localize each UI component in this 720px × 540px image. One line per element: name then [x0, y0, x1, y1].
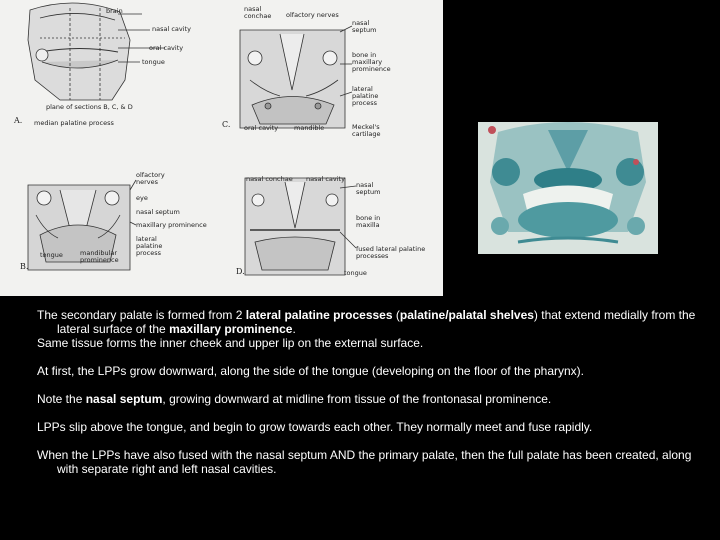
- diagram-figure: [0, 0, 443, 296]
- label-oral-cavity-c: oral cavity: [244, 124, 279, 132]
- label-tongue-b: tongue: [40, 251, 63, 259]
- label-tongue-d: tongue: [344, 269, 367, 277]
- label-nasal-conchae-d: nasal conchae: [246, 175, 293, 183]
- label-plane-of-sections: plane of sections B, C, & D: [46, 103, 133, 111]
- label-meckels-cartilage: Meckel's cartilage: [352, 123, 381, 138]
- label-nasal-cavity: nasal cavity: [152, 25, 191, 33]
- label-lateral-palatine-process-b: lateral palatine process: [136, 235, 163, 257]
- histology-image: [478, 122, 658, 254]
- paragraph-same-tissue: Same tissue forms the inner cheek and upper lip on the external surface.: [37, 336, 424, 350]
- label-olfactory-nerves-c: olfactory nerves: [286, 11, 339, 19]
- panel-letter-c: C.: [222, 120, 231, 129]
- label-bone-in-maxillary-prominence: bone in maxillary prominence: [352, 51, 391, 73]
- histology-photo: [478, 122, 658, 254]
- paragraph-secondary-palate: The secondary palate is formed from 2 lateral palatine processes (palatine/palatal shelves) that extend medially from the lateral surface of the maxillary prominence.: [37, 308, 696, 336]
- label-nasal-conchae-c: nasal conchae: [244, 5, 272, 20]
- label-eye: eye: [136, 194, 148, 202]
- label-nasal-septum-c: nasal septum: [352, 19, 377, 34]
- term-lateral-palatine-processes: lateral palatine processes: [245, 308, 393, 322]
- term-maxillary-prominence: maxillary prominence: [169, 322, 293, 336]
- label-lateral-palatine-process-c: lateral palatine process: [352, 85, 379, 107]
- label-mandible: mandible: [294, 124, 325, 132]
- term-nasal-septum: nasal septum: [85, 392, 163, 406]
- panel-letter-b: B.: [20, 262, 29, 271]
- label-oral-cavity: oral cavity: [149, 44, 184, 52]
- panel-letter-d: D.: [236, 267, 245, 276]
- label-brain: brain: [106, 7, 123, 15]
- label-mandibular-prominence: mandibular prominence: [80, 249, 119, 264]
- term-palatine-shelves: palatine/palatal shelves: [399, 308, 534, 322]
- label-maxillary-prominence: maxillary prominence: [136, 221, 207, 229]
- label-fused-lateral-palatine-processes: fused lateral palatine processes: [356, 245, 426, 260]
- panel-letter-a: A.: [14, 116, 23, 125]
- label-tongue: tongue: [142, 58, 165, 66]
- label-olfactory-nerves-b: olfactory nerves: [136, 171, 165, 186]
- label-nasal-cavity-d: nasal cavity: [306, 175, 345, 183]
- label-nasal-septum-b: nasal septum: [136, 208, 180, 216]
- paragraph-nasal-septum: Note the nasal septum, growing downward at midline from tissue of the frontonasal prominence.: [37, 392, 552, 406]
- label-nasal-septum-d: nasal septum: [356, 181, 381, 196]
- paragraph-full-palate: When the LPPs have also fused with the nasal septum AND the primary palate, then the full palate has been created, along with separate right and left nasal cavities.: [37, 448, 692, 476]
- label-median-palatine-process: median palatine process: [34, 119, 114, 127]
- label-bone-in-maxilla: bone in maxilla: [356, 214, 381, 229]
- body-text: [37, 308, 697, 476]
- paragraph-lpp-fuse: LPPs slip above the tongue, and begin to grow towards each other. They normally meet and fuse rapidly.: [37, 420, 593, 434]
- paragraph-lpp-grow-downward: At first, the LPPs grow downward, along the side of the tongue (developing on the floor of the pharynx).: [37, 364, 584, 378]
